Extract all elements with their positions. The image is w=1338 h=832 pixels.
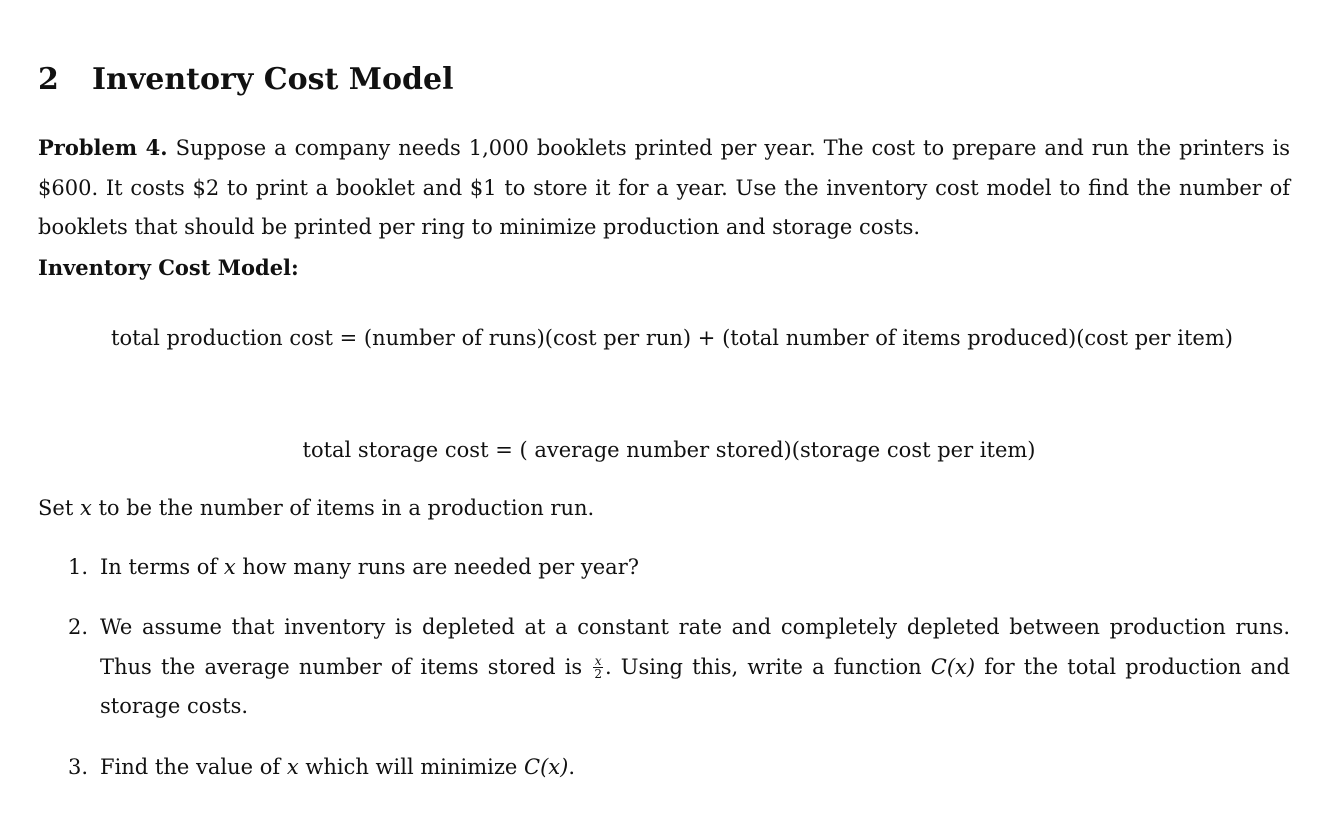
math-variable: x: [79, 496, 92, 520]
problem-label: Problem 4.: [38, 135, 168, 160]
item-number: 1.: [68, 555, 89, 579]
list-item: [68, 748, 1290, 788]
problem-text: Suppose a company needs 1,000 booklets printed per year. The cost to prepare and run the printers is $600. It costs $2 to print a booklet and $1 to store it for a year. Use the inventory cost model to find the number of booklets that should be printed per ring to minimize production and storage costs.: [38, 136, 1290, 239]
item-text: [100, 608, 1290, 727]
list-item: [68, 548, 1290, 588]
item-text-part: We assume that inventory is depleted at a constant rate and completely depleted between production runs. Thus the average number of items stored is: [100, 615, 1290, 679]
item-text-part: In terms of: [100, 555, 218, 579]
model-label: Inventory Cost Model:: [38, 255, 299, 280]
problem-statement: [38, 128, 1290, 248]
item-text-part: how many runs are needed per year?: [242, 555, 639, 579]
fraction-denominator: 2: [594, 666, 602, 681]
item-number: 3.: [68, 755, 89, 779]
item-text-part: .: [568, 755, 575, 779]
item-text-part: . Using this, write a function: [604, 654, 922, 679]
math-function: C(x): [930, 654, 976, 679]
setup-prefix: Set: [38, 496, 74, 520]
item-text: [100, 548, 1290, 588]
list-item: [68, 608, 1290, 727]
fraction-numerator: x: [594, 653, 602, 668]
section-number: 2: [38, 62, 59, 97]
item-number: 2.: [68, 615, 89, 639]
production-cost-equation: total production cost = (number of runs)(cost per run) + (total number of items produced)(cost per item): [111, 326, 1233, 350]
math-function: C(x): [524, 755, 569, 779]
item-text: [100, 748, 1290, 788]
section-heading: [38, 60, 453, 100]
section-title: Inventory Cost Model: [92, 62, 454, 97]
variable-definition: [38, 490, 594, 526]
setup-suffix: to be the number of items in a production run.: [98, 496, 595, 520]
fraction: [593, 655, 603, 680]
item-text-part: Find the value of: [100, 755, 281, 779]
storage-cost-equation: total storage cost = ( average number stored)(storage cost per item): [302, 438, 1036, 462]
math-variable: x: [223, 555, 236, 579]
math-variable: x: [286, 755, 299, 779]
item-text-part: for the total production and storage costs.: [100, 654, 1290, 718]
item-text-part: which will minimize: [305, 755, 518, 779]
